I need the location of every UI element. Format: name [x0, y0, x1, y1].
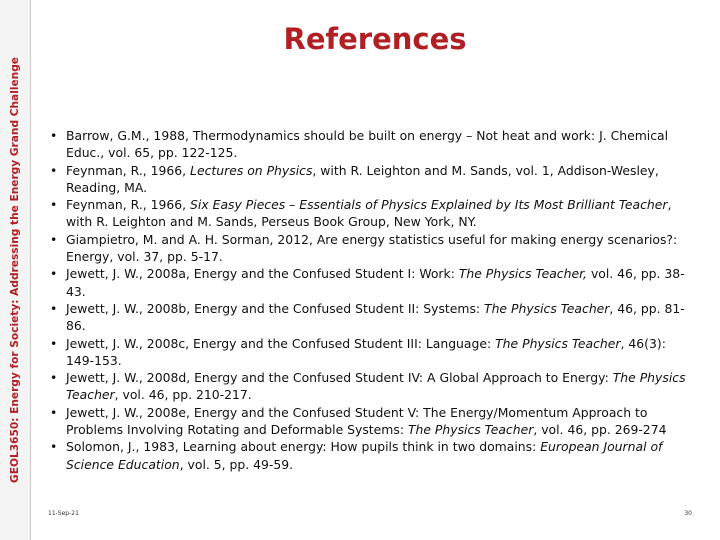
reference-item: [50, 438, 694, 473]
reference-italic-text: Six Easy Pieces – Essentials of Physics Explained by Its Most Brilliant Teacher: [190, 197, 668, 213]
reference-item: [50, 265, 694, 300]
reference-italic-text: The Physics Teacher: [484, 300, 610, 316]
reference-text: Jewett, J. W., 2008e, Energy and the Confused Student V: The Energy/Momentum Approach to Problems Involving Rotating and Deformable Systems:: [66, 404, 648, 438]
reference-text: , vol. 46, pp. 210-217.: [114, 387, 252, 403]
reference-text: Solomon, J., 1983, Learning about energy: How pupils think in two domains:: [66, 439, 541, 455]
reference-text: , with R. Leighton and M. Sands, vol. 1, Addison-Wesley, Reading, MA.: [66, 162, 659, 195]
reference-italic-text: Lectures on Physics: [190, 162, 313, 178]
reference-italic-text: The Physics Teacher: [66, 370, 686, 403]
reference-text: Feynman, R., 1966,: [66, 197, 191, 213]
bullet-icon: •: [50, 300, 58, 316]
reference-text: , vol. 46, pp. 269-274: [533, 422, 667, 438]
reference-item: [50, 196, 694, 231]
bullet-icon: •: [50, 266, 58, 282]
reference-item: [50, 231, 694, 266]
reference-text: , with R. Leighton and M. Sands, Perseus Book Group, New York, NY.: [66, 197, 672, 230]
reference-item: [50, 404, 694, 439]
reference-item: [50, 162, 694, 197]
bullet-icon: •: [50, 370, 58, 386]
reference-text: Jewett, J. W., 2008a, Energy and the Confused Student I: Work:: [66, 266, 459, 282]
reference-italic-text: The Physics Teacher: [407, 422, 534, 438]
bullet-icon: •: [50, 128, 58, 143]
reference-text: , 46(3): 149-153.: [66, 335, 666, 368]
reference-list: [50, 127, 694, 473]
bullet-icon: •: [50, 335, 58, 351]
reference-item: [50, 127, 694, 162]
course-title: GEOL3650: Energy for Society: Addressing the Energy Grand Challenge: [9, 57, 21, 483]
reference-text: , 46, pp. 81-86.: [66, 300, 685, 334]
page-title: References: [283, 22, 467, 56]
reference-text: Feynman, R., 1966,: [66, 162, 191, 178]
reference-item: [50, 300, 694, 335]
reference-item: [50, 335, 694, 370]
reference-text: Jewett, J. W., 2008c, Energy and the Confused Student III: Language:: [66, 335, 496, 351]
footer-date: 11-Sep-21: [48, 510, 79, 517]
reference-text: , vol. 5, pp. 49-59.: [179, 456, 294, 472]
reference-text: Jewett, J. W., 2008d, Energy and the Confused Student IV: A Global Approach to Energy:: [66, 370, 613, 386]
bullet-icon: •: [50, 231, 58, 247]
sidebar: [0, 0, 31, 540]
reference-text: Jewett, J. W., 2008b, Energy and the Confused Student II: Systems:: [66, 300, 485, 316]
reference-italic-text: The Physics Teacher: [495, 335, 621, 351]
reference-italic-text: The Physics Teacher,: [458, 266, 587, 282]
reference-text: Barrow, G.M., 1988, Thermodynamics should be built on energy – Not heat and work: J. Chemical Educ., vol. 65, pp. 122-125.: [66, 128, 669, 161]
reference-item: [50, 369, 694, 404]
bullet-icon: •: [50, 439, 58, 455]
reference-text: vol. 46, pp. 38-43.: [66, 266, 685, 299]
reference-text: Giampietro, M. and A. H. Sorman, 2012, Are energy statistics useful for making energy scenarios?: Energy, vol. 37, pp. 5-17.: [66, 231, 678, 265]
bullet-icon: •: [50, 162, 58, 178]
bullet-icon: •: [50, 404, 58, 420]
bullet-icon: •: [50, 197, 58, 213]
page-number: 30: [684, 510, 692, 517]
reference-italic-text: European Journal of Science Education: [66, 439, 663, 472]
